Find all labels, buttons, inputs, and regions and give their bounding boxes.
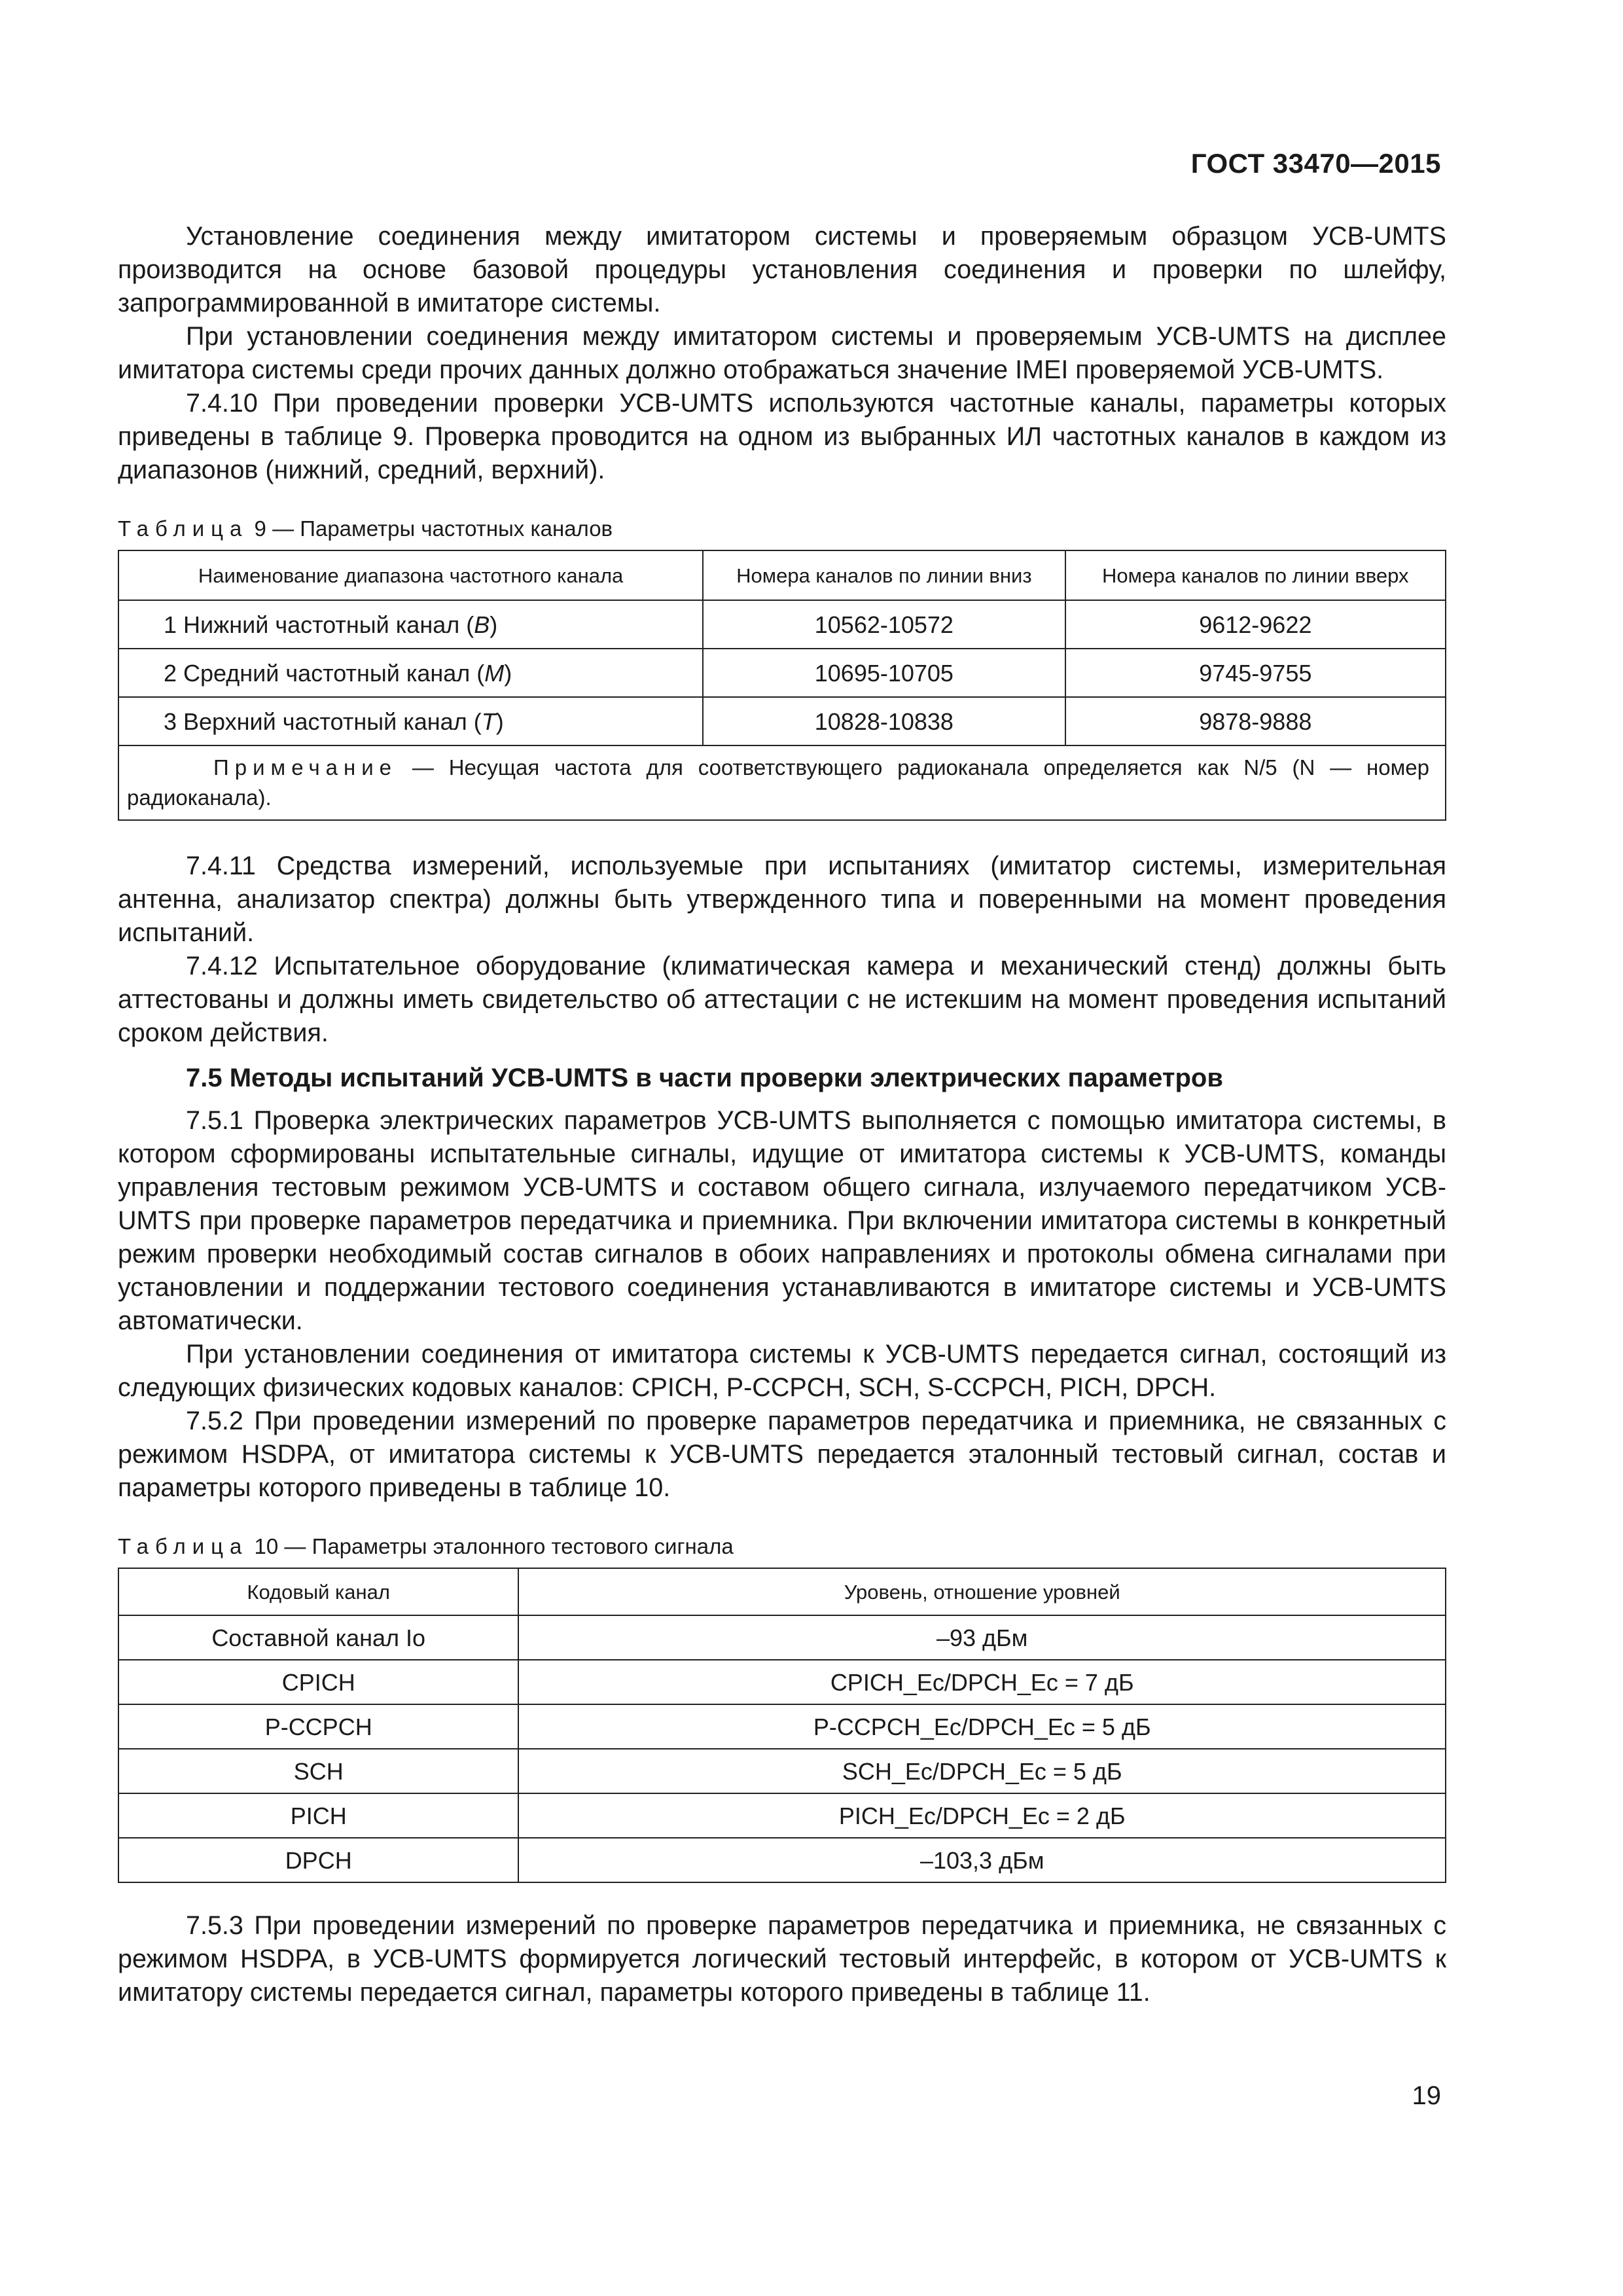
table-note-row xyxy=(118,745,1446,820)
paragraph: При установлении соединения между имитатором системы и проверяемым УСВ-UMTS на дисплее имитатора системы среди прочих данных должно отображаться значение IMEI проверяемой УСВ-UMTS. xyxy=(118,322,1446,384)
paragraph: 7.5.3 При проведении измерений по проверке параметров передатчика и приемника, не связанных с режимом HSDPA, в УСВ-UMTS формируется логический тестовый интерфейс, в котором от УСВ-UMTS к имитатору системы передается сигнал, параметры которого приведены в таблице 11. xyxy=(118,1911,1446,2007)
paragraph: Установление соединения между имитатором системы и проверяемым образцом УСВ-UMTS производится на основе базовой процедуры установления соединения и проверки по шлейфу, запрограммированной в имитаторе системы. xyxy=(118,222,1446,317)
channel-range-cell xyxy=(118,649,703,697)
column-header: Наименование диапазона частотного канала xyxy=(118,550,703,600)
level-cell: –103,3 дБм xyxy=(518,1838,1446,1882)
level-cell: –93 дБм xyxy=(518,1615,1446,1660)
level-cell: CPICH_Ec/DPCH_Ec = 7 дБ xyxy=(518,1660,1446,1704)
paragraph: 7.4.12 Испытательное оборудование (климатическая камера и механический стенд) должны быть аттестованы и должны иметь свидетельство об аттестации с не истекшим на момент проведения испытаний сроком действия. xyxy=(118,952,1446,1047)
table-row xyxy=(118,1615,1446,1660)
section-heading: 7.5 Методы испытаний УСВ-UMTS в части проверки электрических параметров xyxy=(186,1064,1223,1092)
table-10-caption-text: 10 — Параметры эталонного тестового сигнала xyxy=(248,1534,734,1558)
code-channel-cell: PICH xyxy=(118,1793,518,1838)
paragraph: При установлении соединения от имитатора системы к УСВ-UMTS передается сигнал, состоящий из следующих физических кодовых каналов: CPICH, P-CCPCH, SCH, S-CCPCH, PICH, DPCH. xyxy=(118,1340,1446,1402)
table-row xyxy=(118,1660,1446,1704)
page-number: 19 xyxy=(1412,2081,1441,2110)
code-channel-cell: DPCH xyxy=(118,1838,518,1882)
uplink-cell: 9745-9755 xyxy=(1065,649,1446,697)
table-row xyxy=(118,1704,1446,1749)
table-header-row xyxy=(118,1568,1446,1615)
code-channel-cell: SCH xyxy=(118,1749,518,1793)
table-row xyxy=(118,600,1446,649)
page-content xyxy=(118,220,1446,2009)
note-text: — Несущая частота для соответствующего радиоканала определяется как N/5 (N — номер радиоканала). xyxy=(127,755,1429,810)
column-header: Уровень, отношение уровней xyxy=(518,1568,1446,1615)
downlink-cell: 10695-10705 xyxy=(703,649,1065,697)
table-header-row xyxy=(118,550,1446,600)
table-10-caption-label: Таблица xyxy=(118,1534,249,1558)
range-label: 1 Нижний частотный канал ( xyxy=(164,611,474,638)
paragraph: 7.4.10 При проведении проверки УСВ-UMTS используются частотные каналы, параметры которых приведены в таблице 9. Проверка проводится на одном из выбранных ИЛ частотных каналов в каждом из диапазонов (нижний, средний, верхний). xyxy=(118,389,1446,484)
code-channel-cell: P-CCPCH xyxy=(118,1704,518,1749)
level-cell: SCH_Ec/DPCH_Ec = 5 дБ xyxy=(518,1749,1446,1793)
column-header: Номера каналов по линии вниз xyxy=(703,550,1065,600)
column-header: Номера каналов по линии вверх xyxy=(1065,550,1446,600)
downlink-cell: 10562-10572 xyxy=(703,600,1065,649)
code-channel-cell: Составной канал Io xyxy=(118,1615,518,1660)
channel-range-cell xyxy=(118,697,703,745)
range-label-end: ) xyxy=(504,659,512,687)
note-label: Примечание xyxy=(213,755,398,780)
table-row xyxy=(118,649,1446,697)
table-9-caption xyxy=(118,516,1446,542)
table-row xyxy=(118,1793,1446,1838)
paragraph: 7.5.1 Проверка электрических параметров УСВ-UMTS выполняется с помощью имитатора системы, в котором сформированы испытательные сигналы, идущие от имитатора системы к УСВ-UMTS, команды управления тестовым режимом УСВ-UMTS и составом общего сигнала, излучаемого передатчиком УСВ-UMTS при проверке параметров передатчика и приемника. При включении имитатора системы в конкретный режим проверки необходимый состав сигналов в обоих направлениях и протоколы обмена сигналами при установлении и поддержании тестового соединения устанавливаются в имитаторе системы и УСВ-UMTS автоматически. xyxy=(118,1106,1446,1335)
table-10-reference-signal xyxy=(118,1568,1446,1883)
table-row xyxy=(118,1749,1446,1793)
code-channel-cell: CPICH xyxy=(118,1660,518,1704)
document-id-header: ГОСТ 33470—2015 xyxy=(1190,148,1441,179)
level-cell: PICH_Ec/DPCH_Ec = 2 дБ xyxy=(518,1793,1446,1838)
table-10-caption xyxy=(118,1534,1446,1560)
range-label: 2 Средний частотный канал ( xyxy=(164,659,485,687)
paragraph: 7.4.11 Средства измерений, используемые при испытаниях (имитатор системы, измерительная антенна, анализатор спектра) должны быть утвержденного типа и поверенными на момент проведения испытаний. xyxy=(118,852,1446,947)
table-9-caption-text: 9 — Параметры частотных каналов xyxy=(248,516,613,541)
column-header: Кодовый канал xyxy=(118,1568,518,1615)
table-note xyxy=(118,745,1446,820)
downlink-cell: 10828-10838 xyxy=(703,697,1065,745)
range-label-end: ) xyxy=(490,611,498,638)
table-row xyxy=(118,697,1446,745)
channel-range-cell xyxy=(118,600,703,649)
table-9-frequency-channels xyxy=(118,550,1446,821)
range-symbol: B xyxy=(474,611,490,638)
level-cell: P-CCPCH_Ec/DPCH_Ec = 5 дБ xyxy=(518,1704,1446,1749)
range-symbol: M xyxy=(484,659,505,687)
range-symbol: T xyxy=(481,708,496,735)
table-row xyxy=(118,1838,1446,1882)
range-label: 3 Верхний частотный канал ( xyxy=(164,708,482,735)
uplink-cell: 9612-9622 xyxy=(1065,600,1446,649)
range-label-end: ) xyxy=(495,708,504,735)
paragraph: 7.5.2 При проведении измерений по проверке параметров передатчика и приемника, не связанных с режимом HSDPA, от имитатора системы к УСВ-UMTS передается эталонный тестовый сигнал, состав и параметры которого приведены в таблице 10. xyxy=(118,1407,1446,1502)
table-9-caption-label: Таблица xyxy=(118,516,249,541)
uplink-cell: 9878-9888 xyxy=(1065,697,1446,745)
